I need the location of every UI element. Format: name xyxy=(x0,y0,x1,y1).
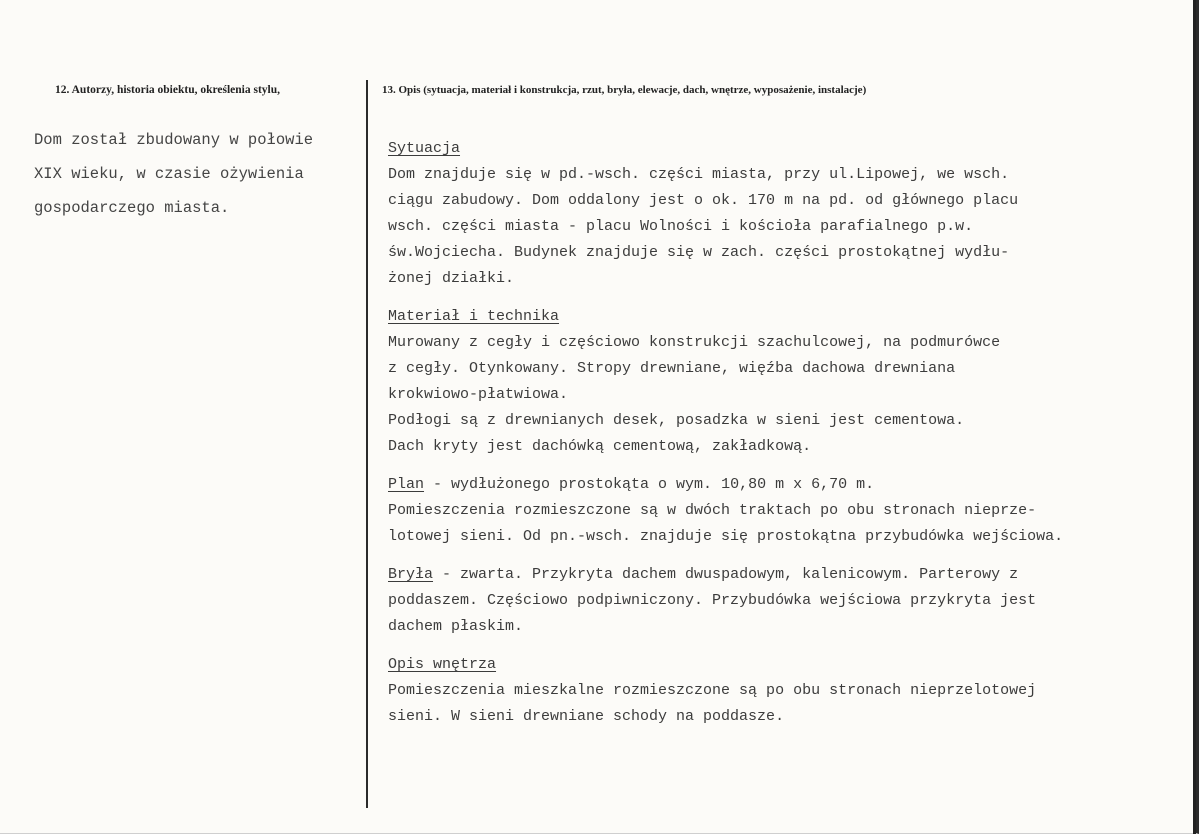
material-heading: Materiał i technika xyxy=(388,308,560,325)
history-line: XIX wieku, w czasie ożywienia xyxy=(34,165,304,183)
sytuacja-line: wsch. części miasta - placu Wolności i kościoła parafialnego p.w. xyxy=(388,218,974,235)
plan-line: lotowej sieni. Od pn.-wsch. znajduje się prostokątna przybudówka wejściowa. xyxy=(388,528,1064,545)
material-line: krokwiowo-płatwiowa. xyxy=(388,386,569,403)
bryla-first-line xyxy=(388,562,1178,588)
material-line: Podłogi są z drewnianych desek, posadzka w sieni jest cementowa. xyxy=(388,412,965,429)
bryla-line: dachem płaskim. xyxy=(388,618,524,635)
sheet-edge xyxy=(1193,0,1196,834)
plan-line: Pomieszczenia rozmieszczone są w dwóch traktach po obu stronach nieprze- xyxy=(388,502,1037,519)
sytuacja-heading: Sytuacja xyxy=(388,140,461,157)
plan-heading: Plan xyxy=(388,476,425,493)
column-divider xyxy=(366,80,368,808)
bryla-first-line-text: - zwarta. Przykryta dachem dwuspadowym, kalenicowym. Parterowy z xyxy=(433,566,1019,583)
bryla-heading: Bryła xyxy=(388,566,434,583)
material-line: Murowany z cegły i częściowo konstrukcji szachulcowej, na podmurówce xyxy=(388,334,1001,351)
history-line: gospodarczego miasta. xyxy=(34,199,230,217)
history-text xyxy=(34,123,359,225)
history-line: Dom został zbudowany w połowie xyxy=(34,131,314,149)
section-12-header: 12. Autorzy, historia obiektu, określenia stylu, xyxy=(55,84,281,96)
wnetrze-line: sieni. W sieni drewniane schody na poddasze. xyxy=(388,708,785,725)
material-line: Dach kryty jest dachówką cementową, zakładkową. xyxy=(388,438,812,455)
sytuacja-line: żonej działki. xyxy=(388,270,515,287)
bryla-line: poddaszem. Częściowo podpiwniczony. Przybudówka wejściowa przykryta jest xyxy=(388,592,1037,609)
plan-first-line-text: - wydłużonego prostokąta o wym. 10,80 m x 6,70 m. xyxy=(424,476,875,493)
material-line: z cegły. Otynkowany. Stropy drewniane, więźba dachowa drewniana xyxy=(388,360,956,377)
plan-first-line xyxy=(388,472,1178,498)
sytuacja-line: ciągu zabudowy. Dom oddalony jest o ok. 170 m na pd. od głównego placu xyxy=(388,192,1019,209)
sytuacja-line: św.Wojciecha. Budynek znajduje się w zach. części prostokątnej wydłu- xyxy=(388,244,1010,261)
wnetrze-heading: Opis wnętrza xyxy=(388,656,497,673)
wnetrze-line: Pomieszczenia mieszkalne rozmieszczone są po obu stronach nieprzelotowej xyxy=(388,682,1037,699)
sytuacja-line: Dom znajduje się w pd.-wsch. części miasta, przy ul.Lipowej, we wsch. xyxy=(388,166,1010,183)
description-text xyxy=(388,136,1178,730)
section-13-header: 13. Opis (sytuacja, materiał i konstrukcja, rzut, bryła, elewacje, dach, wnętrze, wyposażenie, instalacje) xyxy=(382,84,867,96)
